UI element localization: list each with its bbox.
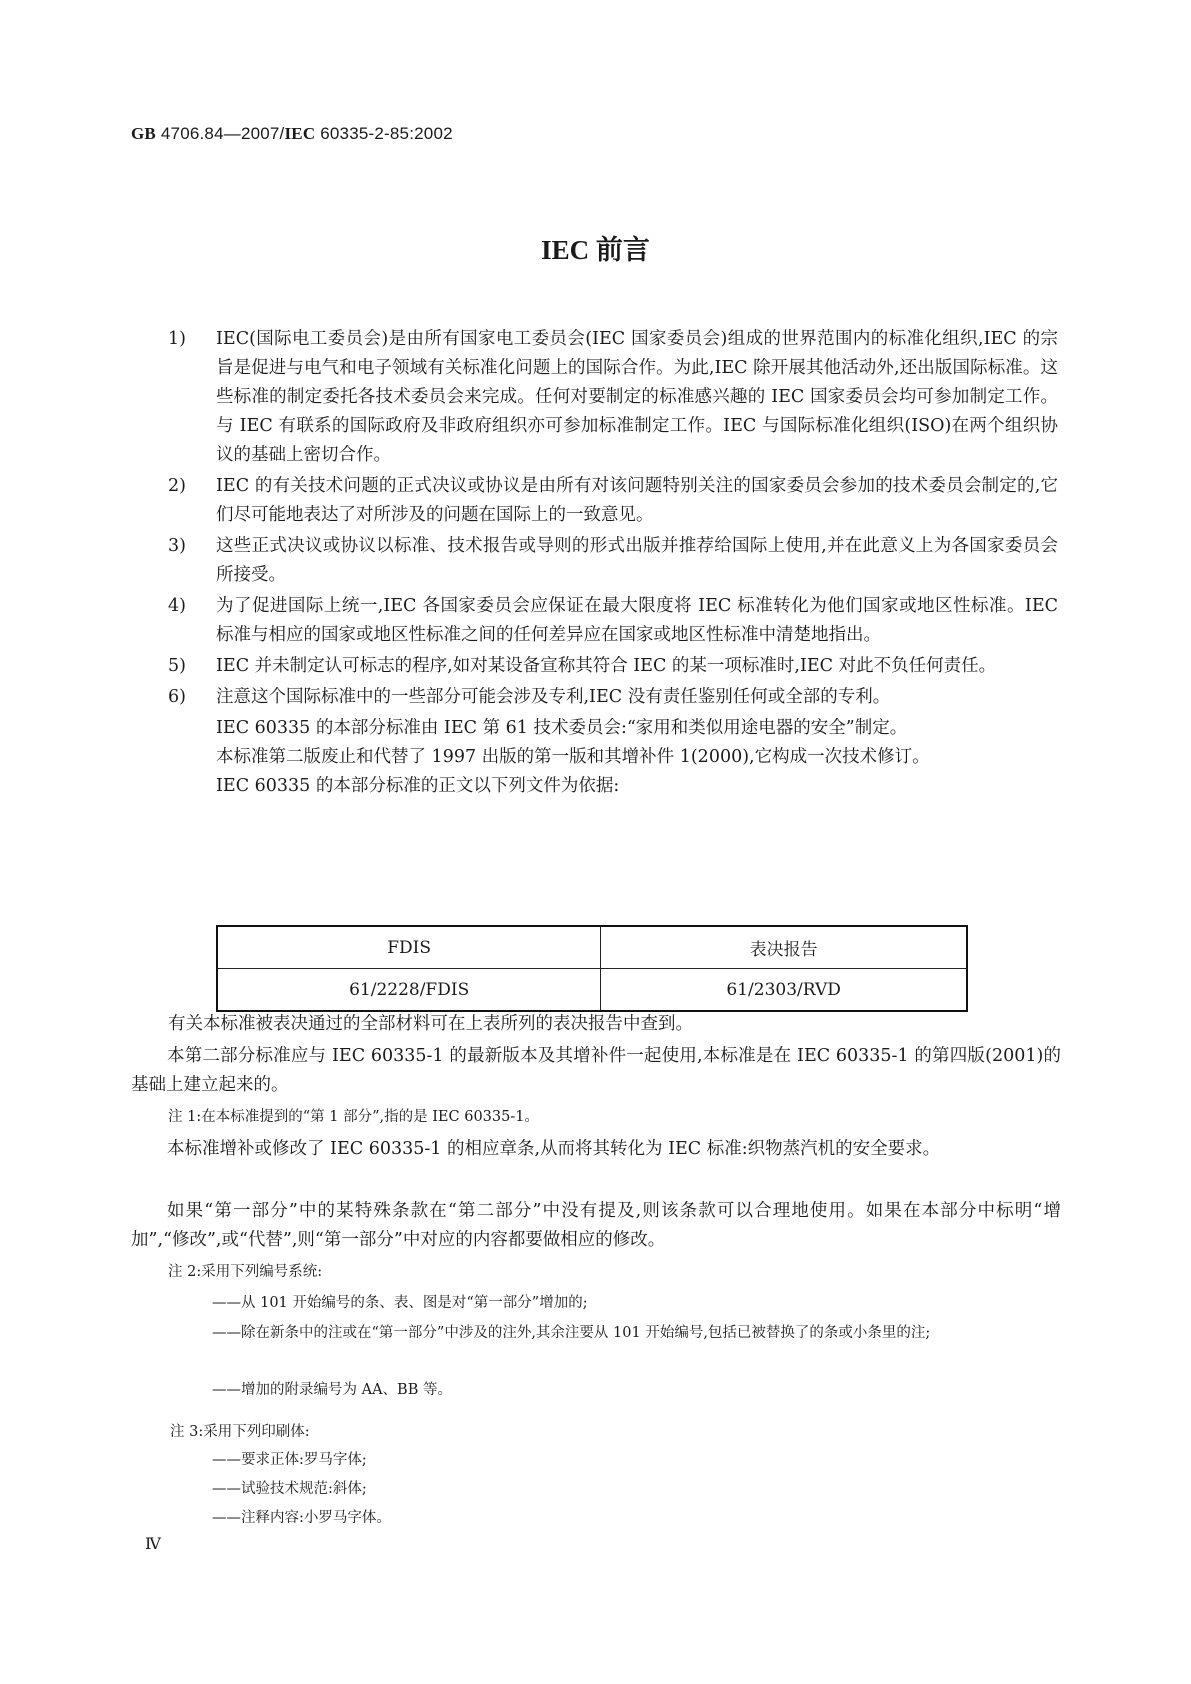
item-number: 4) <box>168 596 186 616</box>
item-number: 1) <box>168 329 186 349</box>
list-item <box>168 652 1058 681</box>
voting-table <box>216 925 968 1012</box>
note-2-item: ——从 101 开始编号的条、表、图是对“第一部分”增加的; <box>212 1295 588 1311</box>
item-number: 6) <box>168 687 186 707</box>
note-2-item: ——增加的附录编号为 AA、BB 等。 <box>212 1382 452 1398</box>
item-text: IEC 并未制定认可标志的程序,如对某设备宣称其符合 IEC 的某一项标准时,IEC 对此不负任何责任。 <box>216 656 997 676</box>
table-cell: 61/2228/FDIS <box>217 969 601 1012</box>
table-header-cell: 表决报告 <box>601 926 967 969</box>
document-header <box>131 124 453 144</box>
iec-prefix: IEC <box>284 124 316 143</box>
item-text: 注意这个国际标准中的一些部分可能会涉及专利,IEC 没有责任鉴别任何或全部的专利。 <box>216 687 891 707</box>
note-3-item: ——试验技术规范:斜体; <box>212 1481 367 1497</box>
list-item <box>168 532 1058 590</box>
paragraph: 本第二部分标准应与 IEC 60335-1 的最新版本及其增补件一起使用,本标准是在 IEC 60335-1 的第四版(2001)的基础上建立起来的。 <box>131 1046 1061 1095</box>
table-header-cell: FDIS <box>217 926 601 969</box>
list-item <box>168 592 1058 650</box>
page-title: IEC 前言 <box>541 235 650 265</box>
item-text: 为了促进国际上统一,IEC 各国家委员会应保证在最大限度将 IEC 标准转化为他们国家或地区性标准。IEC 标准与相应的国家或地区性标准之间的任何差异应在国家或地区性标准中清楚地指出。 <box>216 596 1058 645</box>
paragraph: 本标准增补或修改了 IEC 60335-1 的相应章条,从而将其转化为 IEC 标准:织物蒸汽机的安全要求。 <box>167 1139 941 1159</box>
note-3-item: ——要求正体:罗马字体; <box>212 1452 367 1468</box>
paragraph: 有关本标准被表决通过的全部材料可在上表所列的表决报告中查到。 <box>168 1014 693 1034</box>
item-number: 5) <box>168 656 186 676</box>
list-item <box>168 472 1058 530</box>
item-text: IEC 的有关技术问题的正式决议或协议是由所有对该问题特别关注的国家委员会参加的技术委员会制定的,它们尽可能地表达了对所涉及的问题在国际上的一致意见。 <box>216 476 1058 525</box>
table-row <box>217 969 967 1012</box>
note-1: 注 1:在本标准提到的“第 1 部分”,指的是 IEC 60335-1。 <box>168 1109 539 1125</box>
note-3: 注 3:采用下列印刷体: <box>170 1424 310 1440</box>
numbered-list <box>168 325 1058 801</box>
list-item <box>168 683 1058 712</box>
paragraph: 如果“第一部分”中的某特殊条款在“第二部分”中没有提及,则该条款可以合理地使用。如果在本部分中标明“增加”,“修改”,或“代替”,则“第一部分”中对应的内容都要做相应的修改。 <box>131 1201 1061 1250</box>
gb-number: 4706.84—2007/ <box>155 124 285 143</box>
item-number: 3) <box>168 536 186 556</box>
note-2: 注 2:采用下列编号系统: <box>168 1264 323 1280</box>
list-item <box>168 325 1058 470</box>
note-3-item: ——注释内容:小罗马字体。 <box>212 1510 391 1526</box>
item-text: IEC(国际电工委员会)是由所有国家电工委员会(IEC 国家委员会)组成的世界范围内的标准化组织,IEC 的宗旨是促进与电气和电子领域有关标准化问题上的国际合作。为此,IEC 除开展其他活动外,还出版国际标准。这些标准的制定委托各技术委员会来完成。任何对要制定的标准感兴趣的 IEC 国家委员会均可参加制定工作。与 IEC 有联系的国际政府及非政府组织亦可参加标准制定工作。IEC 与国际标准化组织(ISO)在两个组织协议的基础上密切合作。 <box>216 329 1058 465</box>
iec-number: 60335-2-85:2002 <box>315 124 453 143</box>
item-number: 2) <box>168 476 186 496</box>
page-number: Ⅳ <box>145 1534 161 1553</box>
list-continuation: 本标准第二版废止和代替了 1997 出版的第一版和其增补件 1(2000),它构成一次技术修订。 <box>216 747 930 767</box>
gb-prefix: GB <box>131 124 156 143</box>
note-2-item: ——除在新条中的注或在“第一部分”中涉及的注外,其余注要从 101 开始编号,包括已被替换了的条或小条里的注; <box>212 1325 931 1341</box>
list-continuation: IEC 60335 的本部分标准的正文以下列文件为依据: <box>216 776 620 796</box>
table-header-row <box>217 926 967 969</box>
item-text: 这些正式决议或协议以标准、技术报告或导则的形式出版并推荐给国际上使用,并在此意义上为各国家委员会所接受。 <box>216 536 1058 585</box>
table-cell: 61/2303/RVD <box>601 969 967 1012</box>
list-continuation: IEC 60335 的本部分标准由 IEC 第 61 技术委员会:“家用和类似用途电器的安全”制定。 <box>216 718 908 738</box>
